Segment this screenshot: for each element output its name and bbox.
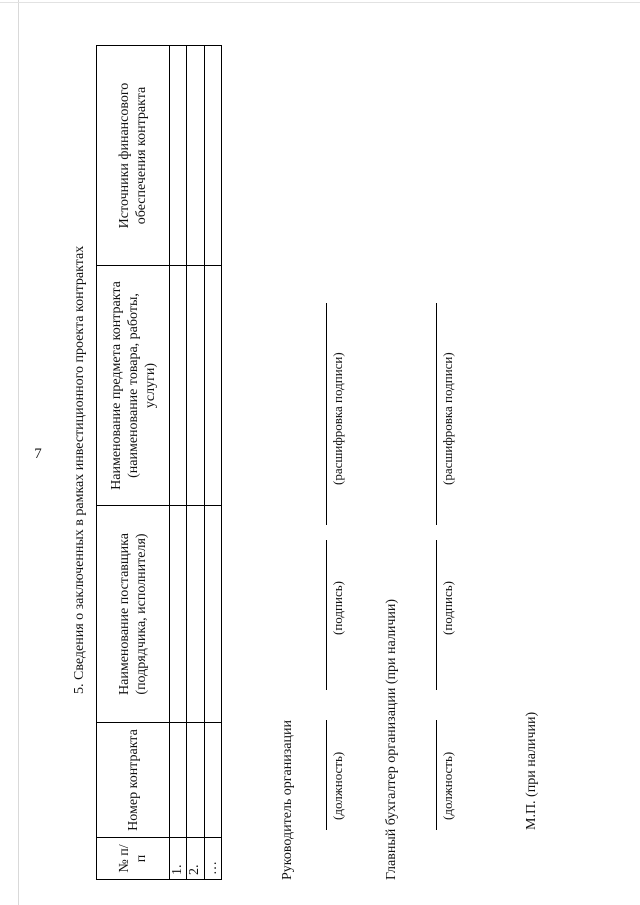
table-row — [170, 46, 187, 880]
head-decoding-line — [326, 303, 327, 525]
table-cell — [187, 46, 204, 266]
table-cell — [170, 723, 187, 838]
scan-top-edge — [0, 2, 640, 3]
table-cell — [204, 266, 221, 506]
table-cell: 2. — [187, 838, 204, 880]
table-row — [187, 46, 204, 880]
head-position-line — [326, 720, 327, 830]
head-decoding-caption: (расшифровка подписи) — [330, 352, 345, 485]
accountant-title: Главный бухгалтер организации (при наличии) — [384, 598, 399, 880]
table-cell — [187, 266, 204, 506]
accountant-signature-line — [436, 540, 437, 690]
table-cell — [204, 46, 221, 266]
header-subject: Наименование предмета контракта (наименование товара, работы, услуги) — [97, 266, 170, 506]
section-title: 5. Сведения о заключенных в рамках инвестиционного проекта контрактах — [72, 245, 87, 694]
page-number: 7 — [34, 445, 42, 462]
table-cell — [204, 723, 221, 838]
table-row — [204, 46, 221, 880]
header-supplier: Наименование поставщика (подрядчика, исполнителя) — [97, 506, 170, 723]
header-contract-number: Номер контракта — [97, 723, 170, 838]
header-number: № п/п — [97, 838, 170, 880]
accountant-signature-caption: (подпись) — [440, 581, 455, 635]
table-cell — [204, 506, 221, 723]
accountant-position-line — [436, 720, 437, 830]
table-header-row — [97, 46, 170, 880]
table-cell — [170, 46, 187, 266]
head-signature-line — [326, 540, 327, 690]
accountant-decoding-line — [436, 303, 437, 525]
rotated-sheet — [72, 40, 562, 880]
head-title: Руководитель организации — [280, 720, 295, 880]
table-cell — [170, 506, 187, 723]
stamp-place: М.П. (при наличии) — [524, 711, 539, 830]
head-signature-caption: (подпись) — [330, 581, 345, 635]
scan-left-edge — [18, 0, 19, 905]
table-cell: 1. — [170, 838, 187, 880]
header-funding-source: Источники финансового обеспечения контракта — [97, 46, 170, 266]
contracts-table — [96, 45, 222, 880]
table-cell: … — [204, 838, 221, 880]
accountant-position-caption: (должность) — [440, 751, 455, 820]
table-cell — [170, 266, 187, 506]
head-position-caption: (должность) — [330, 751, 345, 820]
table-cell — [187, 723, 204, 838]
accountant-decoding-caption: (расшифровка подписи) — [440, 352, 455, 485]
table-cell — [187, 506, 204, 723]
